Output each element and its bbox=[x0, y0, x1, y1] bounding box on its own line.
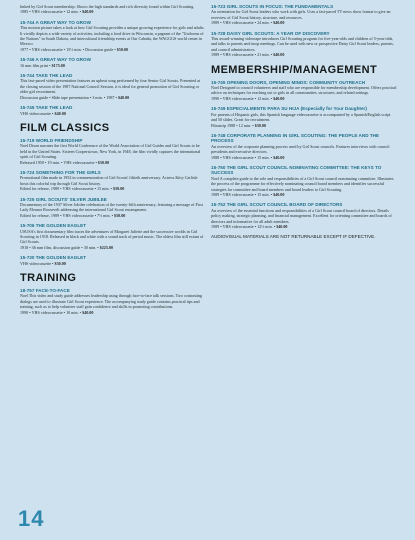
entry-title: 15-745 TAKE THE LEAD bbox=[20, 105, 73, 111]
entry-price: $175.00 bbox=[51, 62, 65, 68]
entry-spec: 1918 • 36 mm film, discussion guide • 30 min. • bbox=[20, 244, 99, 250]
catalog-entry bbox=[211, 202, 397, 229]
entry-spec-line bbox=[20, 261, 206, 266]
entry-spec-line bbox=[211, 52, 397, 57]
entry-price: $50.00 bbox=[97, 159, 110, 165]
entry-spec: VHS videocassette • bbox=[20, 260, 54, 266]
catalog-entry bbox=[20, 170, 206, 192]
entry-price: $50.00 bbox=[113, 186, 125, 192]
catalog-entry bbox=[20, 197, 206, 219]
film-classics-entries bbox=[20, 138, 206, 266]
entry-description: Documentary of the 1937 Silver Jubilee celebration of the twenty-fifth anniversary, featuring a message of First Lady Eleanor Roosevelt addressing the international Girl Scout encampment. bbox=[20, 201, 203, 213]
entry-description: Promotional film made in 1952 in commemoration of Girl Scouts' fiftieth anniversary. Actress Kitty Carlisle hosts this colorful trip through Girl Scout history. bbox=[20, 175, 198, 186]
entry-spec-line bbox=[20, 186, 206, 191]
entry-spec-line bbox=[20, 63, 206, 68]
entry-spec-line bbox=[20, 95, 206, 100]
entry-price: $40.00 bbox=[276, 224, 288, 229]
catalog-entry bbox=[20, 223, 206, 250]
returns-note: AUDIOVISUAL MATERIALS ARE NOT RETURNABLE EXCEPT IF DEFECTIVE. bbox=[211, 234, 376, 240]
entry-spec-line bbox=[211, 192, 397, 197]
entry-price: $225.00 bbox=[99, 244, 114, 250]
catalog-entry bbox=[211, 31, 397, 58]
entry-spec-line bbox=[20, 310, 206, 315]
catalog-entry bbox=[20, 288, 206, 315]
entry-spec: 1989 • VHS videocassette • 12½ min. • bbox=[211, 224, 276, 229]
entry-description: Noel Dixon narrates the first World Conference of the World Association of Girl Guides and Girl Scouts to be held in the United States. Sixteen Cooperstown, New York, in 1948, the film vividly captures the international spirit of Girl Scouting. bbox=[20, 143, 201, 160]
entry-title: 15-744 A GREAT WAY TO GROW bbox=[20, 19, 91, 25]
film-classics-heading: FILM CLASSICS bbox=[20, 121, 110, 134]
entry-spec: 1989 • VHS videocassette • 15 min. • bbox=[211, 191, 273, 197]
entry-spec: Released 1950 • 19 min. • VHS videocassette • bbox=[20, 159, 97, 165]
entry-title: 15-750 THE GIRL SCOUT COUNCIL NOMINATING COMMITTEE: THE KEYS TO SUCCESS bbox=[211, 164, 382, 176]
entry-title: 15-748 CORPORATE PLANNING IN GIRL SCOUTING: THE PEOPLE AND THE PROCESS bbox=[211, 132, 380, 144]
membership-heading: MEMBERSHIP/MANAGEMENT bbox=[211, 63, 378, 76]
entry-spec-line bbox=[20, 213, 206, 218]
entry-price: $30.00 bbox=[254, 122, 266, 128]
membership-entries bbox=[211, 80, 397, 230]
catalog-entry bbox=[20, 138, 206, 165]
entry-spec-line bbox=[211, 96, 397, 101]
entry-description: This award-winning videotape introduces Girl Scouting program for five-year-olds and children of 5-year-olds, and talks to parents and troop meetings. Can be used with new or prospective Daisy Girl Scout leaders, parents, and council administrators. bbox=[211, 36, 394, 52]
entry-spec-line bbox=[211, 20, 397, 25]
entry-spec: Edited for release, 1989 • VHS videocassette • 15 min. • bbox=[20, 186, 112, 192]
entry-spec: Filmstrip 1988 • 12 min. • bbox=[211, 122, 254, 128]
entry-spec-line bbox=[20, 47, 206, 52]
entry-spec-line bbox=[211, 224, 397, 229]
entry-description: An overview of the essential functions and responsibilities of a Girl Scout council board of directors. Details policy making, strategic planning, and financial management. Excellent for orienting committee and boards of directors and informative for all adult members. bbox=[211, 207, 392, 224]
entry-description: An overview of the corporate planning process used by Girl Scout councils. Features interviews with council presidents and executive directors. bbox=[211, 143, 390, 155]
entry-spec-line bbox=[20, 160, 206, 165]
training-heading: TRAINING bbox=[20, 272, 77, 285]
catalog-entry bbox=[20, 255, 206, 266]
right-column bbox=[211, 4, 397, 240]
catalog-entry bbox=[20, 105, 206, 116]
entry-spec: 1989 • VHS videocassette • 24 min. • bbox=[211, 20, 273, 26]
entry-title: 15-706 THE GOLDEN EAGLET bbox=[20, 223, 87, 229]
entry-spec: Discussion guide • Slide tape presentation • 3 min. • 1987 • bbox=[20, 94, 117, 100]
entry-price: $40.00 bbox=[273, 52, 285, 58]
catalog-entry bbox=[20, 57, 206, 68]
entry-title: 15-746 A GREAT WAY TO GROW bbox=[20, 57, 91, 63]
entry-price: $40.00 bbox=[273, 95, 285, 101]
entry-spec: 1990 • VHS videocassette • 12 min. • bbox=[211, 95, 273, 101]
entry-title: 18-757 FACE-TO-FACE bbox=[20, 288, 70, 294]
entry-title: 15-719 WORLD FRIENDSHIP bbox=[20, 137, 83, 143]
entry-description: An orientation for Girl Scout leaders who work with girls. Uses a fast-paced TV news show format to give an overview of Girl Scout history, structure, and resources. bbox=[211, 9, 391, 20]
catalog-entry bbox=[211, 80, 397, 102]
catalog-entry bbox=[211, 165, 397, 197]
entry-description: Noel This video and study guide addresses leadership using through face-to-face talk sessions. Two contrasting dialogs are used to illustrate Girl Scout experience. The accompanying study guide contains practical tips and training, such as to help volunteer staff gain confidence and skills in promoting contributions. bbox=[20, 293, 203, 310]
catalog-entry bbox=[20, 4, 206, 15]
entry-spec: VHS videocassette • bbox=[20, 110, 54, 116]
entry-title: 15-724 SOMETHING FOR THE GIRLS bbox=[20, 169, 101, 175]
entry-spec: 1988 • VHS videocassette • 15 min. • bbox=[211, 154, 273, 160]
entry-title: 15-723 GIRL SCOUTS IN FOCUS: THE FUNDAMENTALS bbox=[211, 4, 334, 9]
entry-spec: 1985 • VHS videocassette • 12 min. • bbox=[20, 9, 82, 15]
entry-price: $40.00 bbox=[117, 94, 130, 100]
catalog-entry bbox=[20, 73, 206, 100]
entry-title: 15-730 THE GOLDEN EAGLET bbox=[20, 255, 87, 261]
catalog-entry bbox=[211, 133, 397, 160]
entry-price: $40.00 bbox=[54, 110, 66, 116]
entry-spec: 16 mm film print • bbox=[20, 62, 51, 68]
catalog-entry bbox=[20, 20, 206, 52]
entry-spec: 1989 • VHS videocassette • 21 min. • bbox=[211, 52, 273, 58]
right-top-entries bbox=[211, 4, 397, 58]
entry-spec: 1977 • VHS videocassette • 15½ min. • Discussion guide • bbox=[20, 46, 116, 52]
entry-title: 15-745 OPENING DOORS, OPENING MINDS: COMMUNITY OUTREACH bbox=[211, 79, 366, 85]
entry-price: $30.00 bbox=[54, 260, 66, 266]
entry-description: Noel Designed to council volunteers and staff who are responsible for membership development. Offers practical advice on techniques for reaching out to girls in all communities, structures, and related settings. bbox=[211, 85, 397, 96]
left-column bbox=[20, 4, 206, 320]
entry-spec: 1990 • VHS videocassette • 10 min. • bbox=[20, 309, 82, 315]
entry-spec-line bbox=[20, 9, 206, 14]
entry-price: $40.00 bbox=[82, 309, 94, 315]
entry-description: USUSA's first documentary film traces the adventures of Margaret Juliette and the successive worlds in Girl Scouting in 1918. Released in black and white with a sound track of period music. The oldest film still extant of Girl Scouts. bbox=[20, 228, 204, 245]
entry-price: $40.00 bbox=[273, 20, 285, 26]
entry-title: 15-749 ESPECIALMENTE PARA SU HIJA (Especially for Your Daughter) bbox=[211, 106, 367, 112]
entry-price: $40.00 bbox=[273, 191, 285, 197]
training-entries bbox=[20, 288, 206, 315]
catalog-entry bbox=[211, 4, 397, 26]
catalog-entry bbox=[211, 106, 397, 128]
entry-description: This motion picture takes a look at how Girl Scouting provides a unique growing experience for girls and adults. It vividly depicts a wide variety of activities, including a food drive in Wisconsin, a pageant of the "Uniforms of the Nations" in South Dakota, and intercultural friendship events at Our Cabaña, the WAGGGS world center in Mexico. bbox=[20, 25, 205, 47]
entry-spec-line bbox=[20, 245, 206, 250]
entry-title: 15-744 TAKE THE LEAD bbox=[20, 73, 73, 79]
entry-spec: Edited for release, 1989 • VHS videocassette • 7½ min. • bbox=[20, 212, 114, 218]
entry-price: $40.00 bbox=[273, 154, 285, 160]
entry-description: This fast-paced video presentation features an upbeat song performed by four Senior Girl Scouts. Presented at the closing session of the 1987 National Council Session, it is ideal for general promotion of Girl Scouting or older girl recruitment. bbox=[20, 78, 201, 95]
entry-spec-line bbox=[211, 155, 397, 160]
entry-description: Noel A complete guide to the role and responsibilities of a Girl Scout council nominating committee. Illustrates the process of the programme for effectively nominating council board members and identifies successful strategies for committee and board members and board leaders to Girl Scouting. bbox=[211, 175, 394, 192]
entry-spec-line bbox=[211, 123, 397, 128]
entry-description: For parents of Hispanic girls, this Spanish language videocassette is accompanied by a Spanish/English script and 50 slides. Great for recruitment. bbox=[211, 111, 391, 123]
entry-title: 15-728 DAISY GIRL SCOUTS: A YEAR OF DISCOVERY bbox=[211, 30, 330, 36]
entry-price: $50.00 bbox=[114, 212, 126, 218]
entry-spec-line bbox=[20, 111, 206, 116]
entry-description: linked by Girl Scout membership. Shows the high standards and rich diversity found within Girl Scouting. bbox=[20, 4, 195, 9]
entry-title: 15-725 GIRL SCOUTS' SILVER JUBILEE bbox=[20, 196, 107, 202]
left-top-entries bbox=[20, 4, 206, 116]
entry-title: 15-752 THE GIRL SCOUT COUNCIL BOARD OF DIRECTORS bbox=[211, 202, 343, 208]
entry-price: $50.00 bbox=[116, 46, 129, 52]
entry-price: $40.00 bbox=[82, 9, 94, 15]
page-number: 14 bbox=[18, 506, 45, 531]
